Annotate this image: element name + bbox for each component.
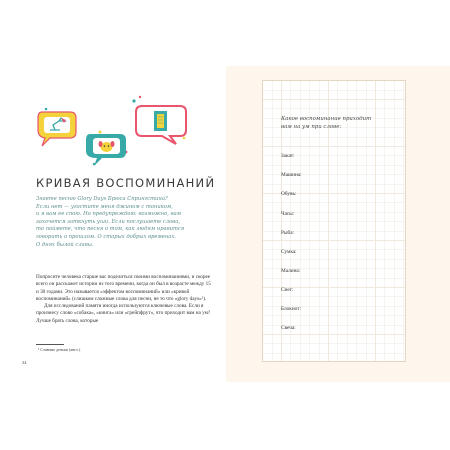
intro-line: Если нет — угостите меня джином с тоником, [36, 203, 173, 210]
body-paragraph: Попросите человека старше вас поделиться своими воспоминаниями, и скорее всего он расскажет истории из того времени, когда он был в возрасте между 15 и 30 годами. Это называется «эффектом воспоминаний» или «кривой воспоминаний» (слишком сложные слова для песни, не то что «glory days»¹). [36, 274, 211, 302]
word-label-raspberry: Малина: [281, 268, 301, 274]
prompt-line: вам на ум при слове: [281, 123, 342, 130]
chapter-title: КРИВАЯ ВОСПОМИНАНИЙ [36, 176, 216, 190]
word-label-clock: Часы: [281, 211, 295, 217]
body-paragraph: Для исследований памяти иногда используются ключевые слова. Если я произнесу слово «собака», «книга» или «грейпфрут», что приходит вам на ум? Лучше брать слова, которые [36, 303, 211, 324]
word-label-car: Машина: [281, 172, 302, 178]
word-label-snow: Снег: [281, 287, 294, 293]
speech-bubble-notebook-icon [136, 106, 186, 144]
word-label-fish: Рыба: [281, 230, 295, 236]
intro-line: говорить о прошлом. О старых добрых временах. [36, 233, 176, 240]
speech-bubbles-illustration [36, 94, 196, 172]
word-label-shoes: Обувь: [281, 191, 297, 197]
word-label-bag: Сумка: [281, 249, 297, 255]
worksheet-prompt [281, 116, 391, 131]
body-text [36, 274, 214, 325]
intro-line: О днях былой славы. [36, 241, 94, 248]
intro-line: Знаете песню Glory Days Брюса Спрингстина? [36, 196, 168, 202]
prompt-line: Какое воспоминание приходит [281, 116, 372, 122]
speech-bubble-lamp-icon [38, 112, 76, 146]
word-label-sunset: Закат: [281, 153, 295, 159]
intro-paragraph [36, 196, 214, 249]
footnote-divider [36, 344, 64, 345]
intro-line: захочется заткнуть уши. Если послушаете слова, [36, 218, 180, 225]
page-number: 34 [22, 360, 27, 365]
intro-line: и я вам ее спою. Но предупреждаю: возможно, вам [36, 211, 181, 218]
speech-bubble-dog-icon [86, 134, 126, 166]
word-label-notebook: Блокнот: [281, 306, 302, 312]
word-label-candle: Свеча: [281, 325, 296, 331]
intro-line: то поймете, что песня о том, как людям нравится [36, 226, 185, 233]
footnote: ¹ Славные деньки (англ.). [38, 347, 82, 352]
